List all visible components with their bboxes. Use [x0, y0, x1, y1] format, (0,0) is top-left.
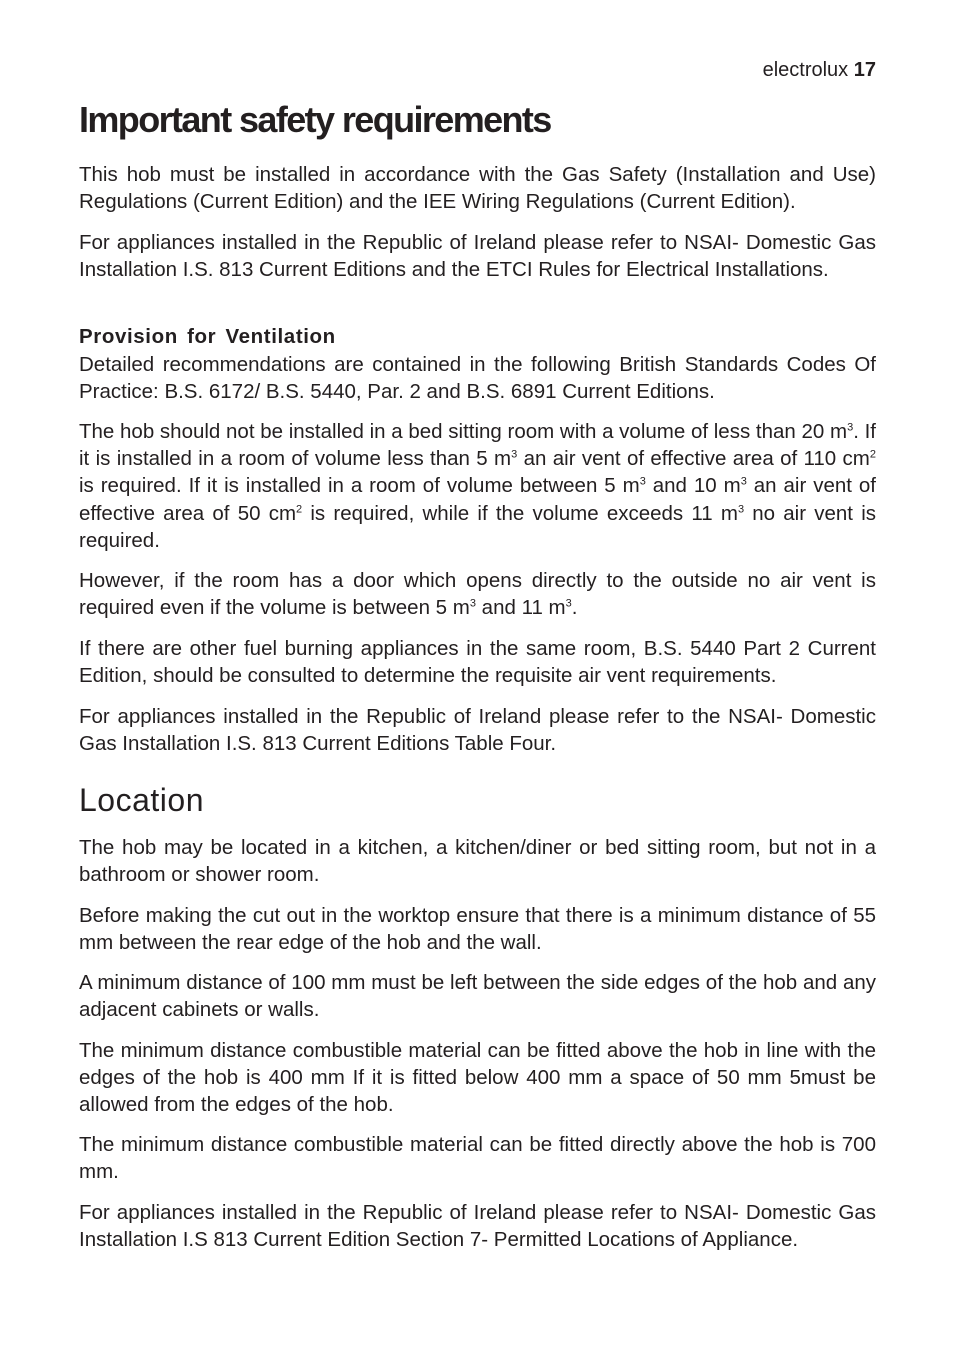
ventilation-heading: Provision for Ventilation [79, 325, 336, 348]
location-paragraph-2: Before making the cut out in the worktop ensure that there is a minimum distance of 55 mm between the rear edge of the hob and the wall. [79, 904, 876, 955]
location-paragraph-6: For appliances installed in the Republic of Ireland please refer to NSAI- Domestic Gas Installation I.S 813 Current Edition Section 7- Permitted Locations of Appliance. [79, 1201, 876, 1252]
page-title: Important safety requirements [79, 99, 551, 140]
page-number: 17 [853, 59, 876, 81]
location-heading: Location [79, 782, 204, 818]
brand-name: electrolux [762, 59, 849, 81]
intro-paragraph-2: For appliances installed in the Republic of Ireland please refer to NSAI- Domestic Gas Installation I.S. 813 Current Editions and the ETCI Rules for Electrical Installations. [79, 231, 876, 282]
location-paragraph-3: A minimum distance of 100 mm must be left between the side edges of the hob and any adjacent cabinets or walls. [79, 971, 876, 1022]
ventilation-paragraph-3: However, if the room has a door which opens directly to the outside no air vent is required even if the volume is between 5 $m^3$ and 11 $m^3$. [79, 569, 876, 620]
ventilation-paragraph-4: If there are other fuel burning appliances in the same room, B.S. 5440 Part 2 Current Edition, should be consulted to determine the requisite air vent requirements. [79, 637, 876, 688]
intro-paragraph-1: This hob must be installed in accordance with the Gas Safety (Installation and Use) Regulations (Current Edition) and the IEE Wiring Regulations (Current Edition). [79, 163, 876, 214]
location-paragraph-4: The minimum distance combustible material can be fitted above the hob in line with the edges of the hob is 400 mm If it is fitted below 400 mm a space of 50 mm 5must be allowed from the edges of the hob. [79, 1039, 876, 1117]
location-paragraph-5: The minimum distance combustible material can be fitted directly above the hob is 700 mm. [79, 1133, 876, 1184]
ventilation-paragraph-5: For appliances installed in the Republic of Ireland please refer to the NSAI- Domestic Gas Installation I.S. 813 Current Editions Table Four. [79, 705, 876, 756]
location-paragraph-1: The hob may be located in a kitchen, a kitchen/diner or bed sitting room, but not in a bathroom or shower room. [79, 836, 876, 887]
ventilation-paragraph-2: The hob should not be installed in a bed sitting room with a volume of less than 20 $m^3$. If it is installed in a room of volume less than 5 $m^3$ an air vent of effective area of 110 $cm^2$ is required. If it is installed in a room of volume between 5 $m^3$ and 10 $m^3$ an air vent of effective area of 50 $cm^2$ is required, while if the volume exceeds 11 $m^3$ no air vent is required. [79, 420, 876, 552]
running-header [763, 58, 876, 82]
ventilation-paragraph-1: Detailed recommendations are contained in the following British Standards Codes Of Practice: B.S. 6172/ B.S. 5440, Par. 2 and B.S. 6891 Current Editions. [79, 353, 876, 404]
